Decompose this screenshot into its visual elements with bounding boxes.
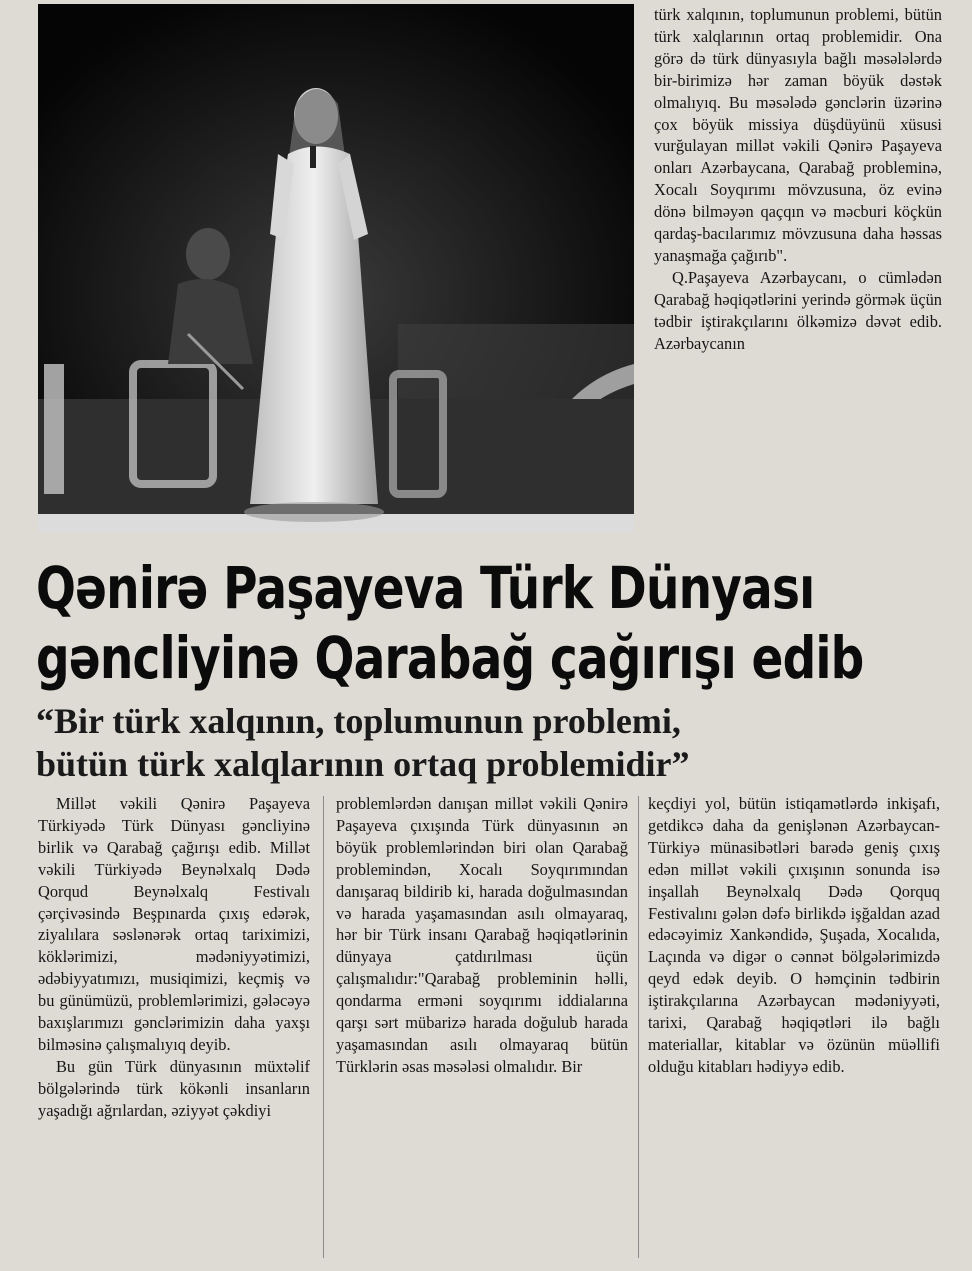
top-column-paragraph-2: Q.Paşayeva Azərbaycanı, o cümlədən Qarabağ həqiqətlərini yerində görmək üçün tədbir iştirakçılarını ölkəmizə dəvət edib. Azərbaycanın — [654, 267, 942, 353]
article-column-1 — [38, 793, 310, 1122]
stage-photo — [38, 4, 634, 532]
column-2-paragraph-1: problemlərdən danışan millət vəkili Qənirə Paşayeva çıxışında Türk dünyasının ən böyük problemlərindən biri olan Qarabağ problemindən, Xocalı Soyqırımından danışaraq bildirib ki, harada doğulmasından və harada yaşamasından asılı olmayaraq, hər bir Türk insanı Qarabağ həqiqətlərinin dünyaya çatdırılması üçün çalışmalıdır:"Qarabağ probleminin həlli, qondarma erməni soyqırımı iddialarına qarşı sərt mübarizə harada doğulub harada yaşamasından asılı olmayaraq bütün Türklərin əsas məsələsi olmalıdır. Bir — [336, 794, 628, 1076]
headline — [36, 553, 864, 693]
top-column-paragraph-1: türk xalqının, toplumunun problemi, bütün türk xalqlarının ortaq problemidir. Ona görə də türk dünyasıyla bağlı məsələlərdə bir-birimizə hər zaman böyük dəstək olmalıyıq. Bu məsələdə gənclərin üzərinə çox böyük missiya düşdüyünü xüsusi vurğulayan millət vəkili Qənirə Paşayeva onları Azərbaycana, Qarabağ probleminə, Xocalı Soyqırımı mövzusuna, öz evinə dönə bilməyən qaçqın və məcburi köçkün qardaş-bacılarımız mövzusuna daha həssas yanaşmağa çağırıb". — [654, 5, 942, 265]
headline-line-2: gəncliyinə Qarabağ çağırışı edib — [36, 624, 864, 692]
article-column-3 — [648, 793, 940, 1078]
column-1-paragraph-1: Millət vəkili Qənirə Paşayeva Türkiyədə Türk Dünyası gəncliyinə birlik və Qarabağ çağırışı edib. Millət vəkili Türkiyədə Beynəlxalq Dədə Qorqud Beynəlxalq Festivalı çərçivəsində Beşpınarda çıxış edərək, ziyalılara səslənərək ortaq tariximizi, köklərimizi, mədəniyyətimizi, ədəbiyyatımızı, musiqimizi, keçmiş və bu günümüzü, problemlərimizi, gələcəyə baxışlarımızı gənclərimizin daha yaxşı bilməsinə çalışmalıyıq deyib. — [38, 794, 310, 1054]
stage-photo-illustration — [38, 4, 634, 532]
column-1-paragraph-2: Bu gün Türk dünyasının müxtəlif bölgələrində türk kökənli insanların yaşadığı ağrılardan, əziyyət çəkdiyi — [38, 1056, 310, 1120]
subheadline-line-1: “Bir türk xalqının, toplumunun problemi, — [36, 701, 681, 741]
subheadline-line-2: bütün türk xalqlarının ortaq problemidir” — [36, 744, 690, 784]
headline-line-1: Qənirə Paşayeva Türk Dünyası — [36, 554, 815, 622]
column-divider-2 — [638, 796, 639, 1258]
article-column-2 — [336, 793, 628, 1078]
column-divider-1 — [323, 796, 324, 1258]
column-3-paragraph-1: keçdiyi yol, bütün istiqamətlərdə inkişafı, getdikcə daha da genişlənən Azərbaycan-Türkiyə münasibətləri barədə geniş çıxış edən millət vəkili çıxışının sonunda isə inşallah Beynəlxalq Dədə Qorquq Festivalını gələn dəfə birlikdə işğaldan azad edəcəyimiz Xankəndidə, Şuşada, Xocalıda, Laçında və digər o cənnət bölgələrimizdə qeyd edək deyib. O həmçinin tədbirin iştirakçılarına Azərbaycan mədəniyyəti, tarixi, Qarabağ həqiqətləri ilə bağlı materiallar, kitablar və özünün müəllifi olduğu kitabları hədiyyə edib. — [648, 794, 940, 1076]
top-right-column — [654, 4, 942, 355]
subheadline-quote — [36, 700, 956, 786]
